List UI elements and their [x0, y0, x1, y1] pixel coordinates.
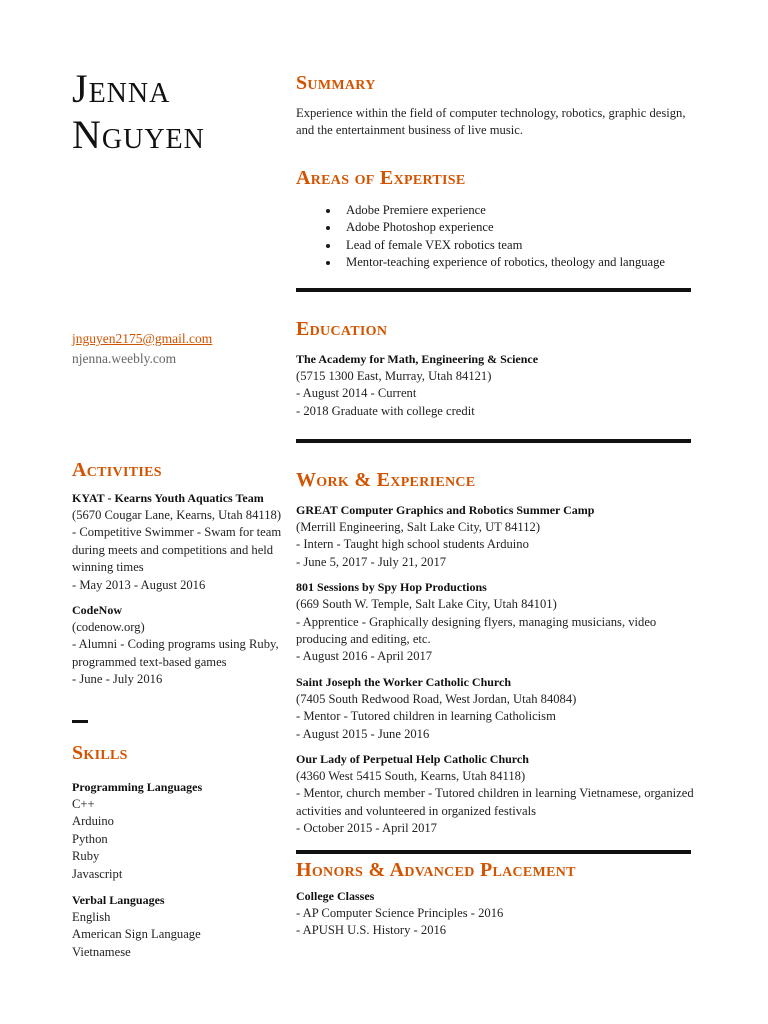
last-name: Nguyen — [72, 112, 205, 157]
list-item: • Mentor-teaching experience of robotics, theology and language — [340, 254, 706, 271]
work-line: - Mentor, church member - Tutored children in learning Vietnamese, organized activities and volunteered in organized festivals — [296, 786, 694, 818]
honors-title: College Classes — [296, 889, 375, 903]
activity-title: KYAT - Kearns Youth Aquatics Team — [72, 491, 264, 505]
work-title: Our Lady of Perpetual Help Catholic Church — [296, 752, 529, 767]
work-section — [296, 469, 706, 838]
work-line: (7405 South Redwood Road, West Jordan, Utah 84084) — [296, 691, 577, 706]
skill-item: C++ — [72, 797, 95, 811]
skill-item: Vietnamese — [72, 944, 131, 959]
skill-item: Arduino — [72, 814, 114, 829]
short-divider — [72, 720, 88, 723]
website-link[interactable]: njenna.weebly.com — [72, 351, 177, 366]
activity-line: - Alumni - Coding programs using Ruby, programmed text-based games — [72, 637, 279, 669]
work-title: 801 Sessions by Spy Hop Productions — [296, 580, 487, 595]
activity-title: CodeNow — [72, 603, 122, 618]
education-heading: Education — [296, 318, 388, 340]
work-line: (4360 West 5415 South, Kearns, Utah 84118) — [296, 769, 526, 784]
skills-section — [72, 742, 287, 961]
skill-item: Python — [72, 831, 108, 846]
honors-section — [296, 859, 706, 940]
work-line: - August 2016 - April 2017 — [296, 649, 433, 664]
skill-group-title: Verbal Languages — [72, 893, 165, 908]
honors-line: - APUSH U.S. History - 2016 — [296, 923, 447, 938]
section-divider — [296, 288, 691, 292]
list-item: • Lead of female VEX robotics team — [340, 237, 706, 254]
work-line: (Merrill Engineering, Salt Lake City, UT 84112) — [296, 520, 541, 534]
section-divider — [296, 439, 691, 443]
activity-line: - June - July 2016 — [72, 672, 163, 687]
work-line: - Intern - Taught high school students Arduino — [296, 537, 529, 552]
education-section — [296, 318, 706, 420]
work-line: (669 South W. Temple, Salt Lake City, Utah 84101) — [296, 597, 557, 612]
school-name: The Academy for Math, Engineering & Science — [296, 352, 539, 366]
work-line: - Mentor - Tutored children in learning Catholicism — [296, 709, 556, 724]
activities-section — [72, 459, 287, 689]
work-title: GREAT Computer Graphics and Robotics Summer Camp — [296, 503, 595, 517]
activity-line: (codenow.org) — [72, 620, 145, 635]
email-link[interactable]: jnguyen2175@gmail.com — [72, 331, 213, 346]
honors-line: - AP Computer Science Principles - 2016 — [296, 906, 504, 920]
work-line: - Apprentice - Graphically designing flyers, managing musicians, video producing and editing, etc. — [296, 614, 657, 647]
activities-heading: Activities — [72, 459, 162, 481]
contact-block — [72, 330, 212, 367]
activity-line: (5670 Cougar Lane, Kearns, Utah 84118) — [72, 508, 282, 522]
skill-group-title: Programming Languages — [72, 780, 203, 794]
honors-heading: Honors & Advanced Placement — [296, 859, 576, 881]
summary-heading: Summary — [296, 72, 376, 94]
summary-section — [296, 72, 706, 140]
work-title: Saint Joseph the Worker Catholic Church — [296, 674, 512, 689]
activity-line: - May 2013 - August 2016 — [72, 577, 206, 592]
first-name: Jenna — [72, 66, 171, 111]
education-line: - 2018 Graduate with college credit — [296, 403, 475, 418]
skill-item: American Sign Language — [72, 927, 201, 942]
list-item: • Adobe Photoshop experience — [340, 219, 706, 236]
expertise-section — [296, 167, 706, 272]
list-item: • Adobe Premiere experience — [340, 202, 706, 219]
skills-heading: Skills — [72, 742, 128, 764]
work-heading: Work & Experience — [296, 469, 476, 491]
education-line: (5715 1300 East, Murray, Utah 84121) — [296, 369, 492, 383]
work-line: - October 2015 - April 2017 — [296, 821, 437, 836]
work-line: - June 5, 2017 - July 21, 2017 — [296, 554, 447, 569]
work-line: - August 2015 - June 2016 — [296, 726, 430, 741]
summary-text: Experience within the field of computer technology, robotics, graphic design, and the entertainment business of live music. — [296, 106, 686, 138]
section-divider — [296, 850, 691, 854]
skill-item: Javascript — [72, 866, 123, 881]
expertise-heading: Areas of Expertise — [296, 167, 466, 189]
education-line: - August 2014 - Current — [296, 386, 417, 401]
activity-line: - Competitive Swimmer - Swam for team during meets and competitions and held winning times — [72, 525, 282, 575]
expertise-list — [296, 202, 706, 272]
skill-item: Ruby — [72, 849, 100, 864]
resume-name — [72, 66, 205, 158]
skill-item: English — [72, 910, 111, 925]
